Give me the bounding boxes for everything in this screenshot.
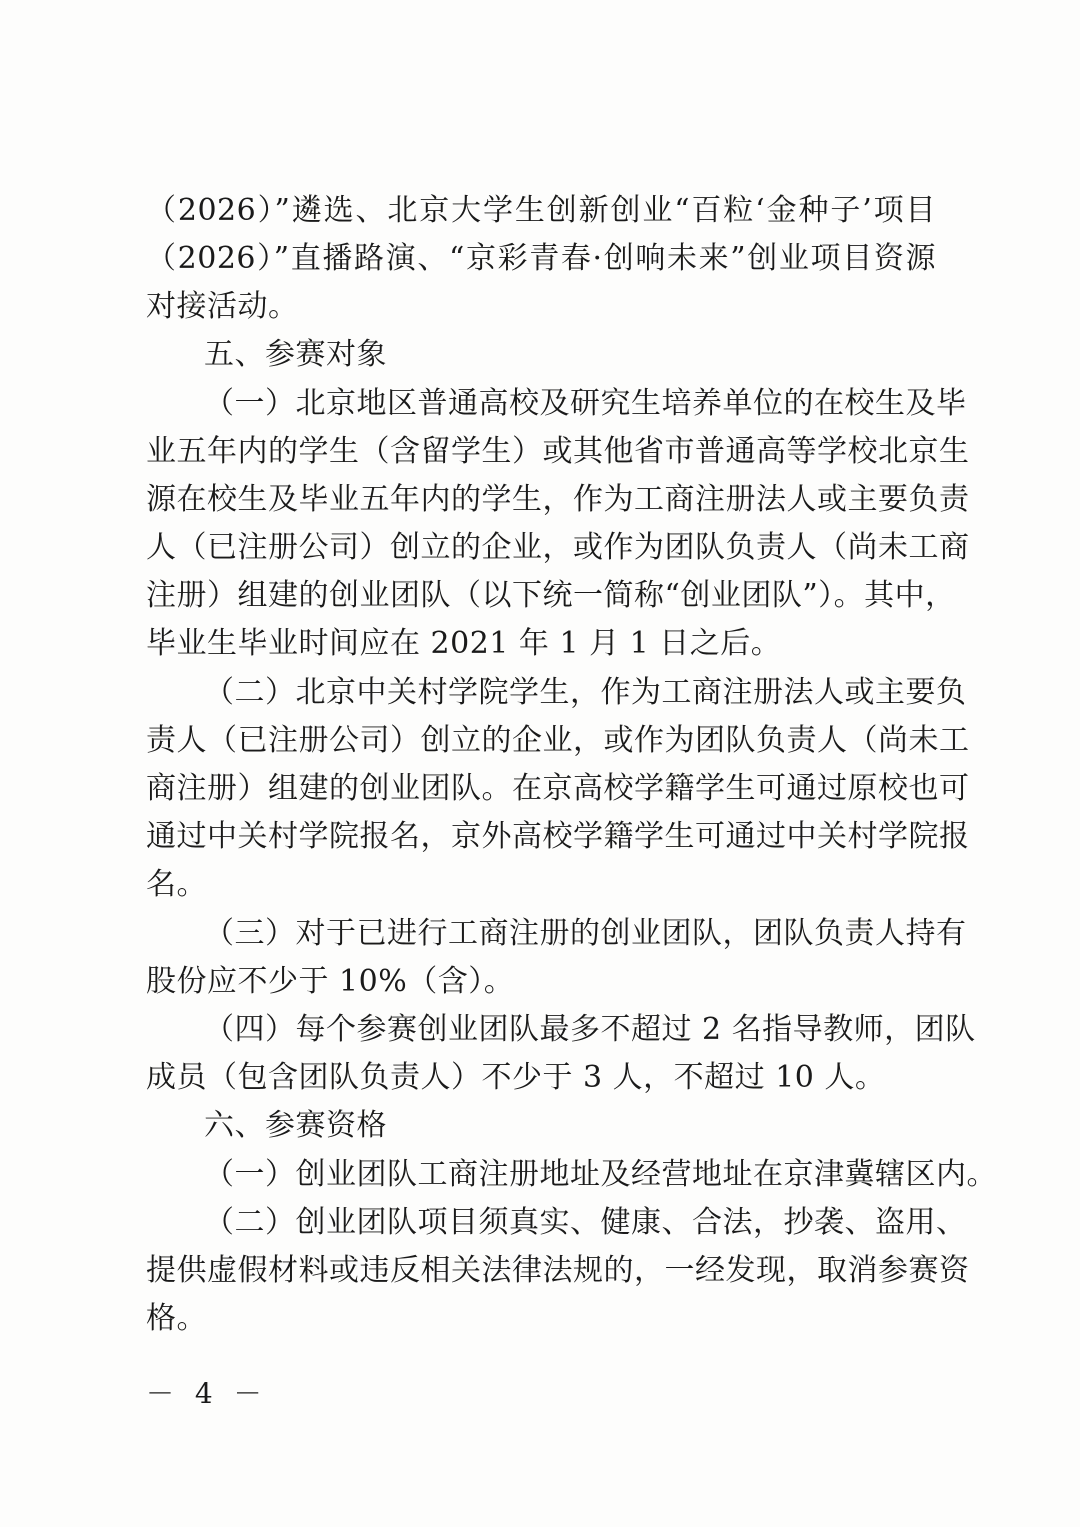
text-line: 名。 xyxy=(146,867,207,902)
text-line: （2026）”遴选、北京大学生创新创业“百粒‘金种子’项目 xyxy=(146,193,936,228)
text-line: 成员（包含团队负责人）不少于 3 人，不超过 10 人。 xyxy=(146,1060,886,1095)
text-line: 业五年内的学生（含留学生）或其他省市普通高等学校北京生 xyxy=(146,434,970,469)
text-line: （一）北京地区普通高校及研究生培养单位的在校生及毕 xyxy=(204,386,967,421)
text-line: 通过中关村学院报名，京外高校学籍学生可通过中关村学院报 xyxy=(146,819,970,854)
text-line: 毕业生毕业时间应在 2021 年 1 月 1 日之后。 xyxy=(146,626,782,661)
text-line: 商注册）组建的创业团队。在京高校学籍学生可通过原校也可 xyxy=(146,771,970,806)
text-line: 注册）组建的创业团队（以下统一简称“创业团队”）。其中， xyxy=(146,578,956,613)
text-line: （三）对于已进行工商注册的创业团队，团队负责人持有 xyxy=(204,916,967,951)
text-line: 股份应不少于 10%（含）。 xyxy=(146,964,515,999)
text-line: （一）创业团队工商注册地址及经营地址在京津冀辖区内。 xyxy=(204,1157,997,1192)
text-line: 对接活动。 xyxy=(146,289,299,324)
text-line: （四）每个参赛创业团队最多不超过 2 名指导教师，团队 xyxy=(204,1012,976,1047)
text-line: 源在校生及毕业五年内的学生，作为工商注册法人或主要负责 xyxy=(146,482,970,517)
text-line: 格。 xyxy=(146,1301,207,1336)
text-line: （二）北京中关村学院学生，作为工商注册法人或主要负 xyxy=(204,675,967,710)
text-line: （2026）”直播路演、“京彩青春·创响未来”创业项目资源 xyxy=(146,241,936,276)
section-heading-eligibility: 六、参赛资格 xyxy=(204,1108,387,1143)
section-heading-participants: 五、参赛对象 xyxy=(204,337,387,372)
page-number: － 4 － xyxy=(146,1377,268,1410)
text-line: 责人（已注册公司）创立的企业，或作为团队负责人（尚未工 xyxy=(146,723,970,758)
text-line: 人（已注册公司）创立的企业，或作为团队负责人（尚未工商 xyxy=(146,530,970,565)
text-line: （二）创业团队项目须真实、健康、合法，抄袭、盗用、 xyxy=(204,1205,967,1240)
text-line: 提供虚假材料或违反相关法律法规的，一经发现，取消参赛资 xyxy=(146,1253,970,1288)
